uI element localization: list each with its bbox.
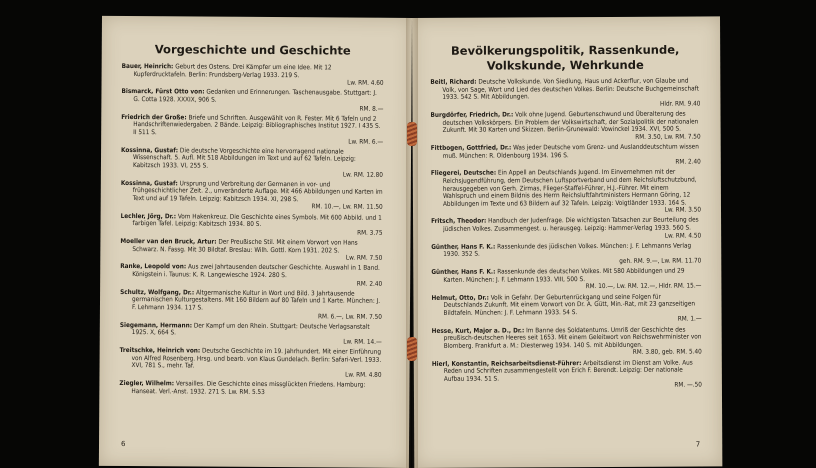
entry-text: Rassenkunde des jüdischen Volkes. München: J. F. Lehmanns Verlag 1930. 352 S. [443,241,692,259]
bibliography-entry [431,293,701,325]
entry-price: RM. 2.40 [356,279,383,288]
binding-stitch-top [407,122,417,146]
bibliography-entry [120,322,382,347]
bibliography-entry [120,289,382,321]
right-page [412,16,722,468]
entry-author: Kossinna, Gustaf: [120,178,178,188]
entry-author: Beitl, Richard: [430,77,477,86]
entry-text: Ursprung und Verbreitung der Germanen in vor- und frühgeschichtlicher Zeit. 2., unveränderte Auflage. Mit 466 Abbildungen und Karten im Text und auf 19 Tafeln. Leipzig: Kabitzsch 1934. XI, 298 S. [132,179,383,204]
entry-price: RM. 3.75 [357,228,383,237]
entry-price: Lw. RM. 7.50 [345,253,383,263]
entry-author: Bismarck, Fürst Otto von: [121,87,205,96]
entry-text: Im Banne des Soldatentums. Umriß der Geschichte des preußisch-deutschen Heeres seit 1653. Mit einem Geleitwort von Reichswehrminister von Blomberg. Frankfurt a. M.: Diesterweg 1934. 140 S. mit Abbildungen. [443,325,702,350]
bibliography-entry [432,326,702,358]
bibliography-entry [119,380,381,397]
entry-author: Moeller van den Bruck, Artur: [120,237,217,246]
entry-price: Hldr. RM. 9.40 [660,99,701,108]
entry-author: Ziegler, Wilhelm: [119,379,175,388]
entry-author: Fliegerei, Deutsche: [430,168,497,178]
right-page-heading [430,42,700,73]
bibliography-entry [430,77,700,109]
entry-author: Treitschke, Heinrich von: [119,346,201,355]
entry-price: RM. 2.40 [675,157,701,166]
entry-text: Geburt des Ostens. Drei Kämpfer um eine Idee. Mit 12 Kupferdrucktafeln. Berlin: Frundsberg-Verlag 1933. 219 S. [133,62,332,79]
bibliography-entry [431,143,701,167]
left-page-number: 6 [120,439,126,449]
bibliography-entry [121,147,383,179]
right-page-number: 7 [695,440,701,449]
entry-price: RM. 6.—, Lw. RM. 7.50 [318,311,382,321]
bibliography-entry [120,263,382,288]
entry-author: Bauer, Heinrich: [121,61,174,71]
bibliography-entry [120,213,382,238]
right-heading-line1: Bevölkerungspolitik, Rassenkunde, [450,42,680,58]
entry-price: Lw. RM. 6.— [348,137,384,146]
entry-text: Altgermanische Kultur in Wort und Bild. 3 Jahrtausende germanischen Kulturgestaltens. Mit 160 Bildern auf 80 Tafeln und 1 Karte. München: J. F. Lehmann 1934. 117 S. [131,288,381,312]
bibliography-entry [121,180,383,212]
entry-price: Lw. RM. 4.50 [664,231,702,240]
bibliography-entry [431,242,701,266]
left-page-heading: Vorgeschichte und Geschichte [154,42,351,58]
bibliography-entry [431,169,701,216]
bibliography-entry [430,110,700,142]
entry-text: Ein Appell an Deutschlands Jugend. Im Einvernehmen mit der Reichsjugendführung, dem Deutschen Luftsportverband und dem Reichsluftschutzbund, herausgegeben von Gerh. Zirmas, Flieger-Staffel-Führer, H.J.-Führer. Mit einem Wahlspruch und einem Bildnis des Herrn Reichsluftfahrtministers Hermann Göring, 12 Abbildungen im Texte und 63 Bildern auf 32 Tafeln. Leipzig: Voigtländer 1933. 164 S. [442,167,697,208]
entry-text: Handbuch der Judenfrage. Die wichtigsten Tatsachen zur Beurteilung des jüdischen Volkes. Zusammengest. u. herausgeg. Leipzig: Hammer-Verlag 1933. 560 S. [443,215,699,233]
entry-price: RM. 3.80, geb. RM. 5.40 [632,347,702,357]
entry-author: Lechler, Jörg, Dr.: [120,211,177,221]
entry-author: Schultz, Wolfgang, Dr.: [120,287,195,297]
entry-price: Lw. RM. 12.80 [342,170,383,179]
entry-author: Hesse, Kurt, Major a. D., Dr.: [431,325,525,335]
entry-author: Helmut, Otto, Dr.: [431,293,489,302]
bibliography-entry [432,359,702,391]
entry-text: Deutsche Geschichte im 19. Jahrhundert. Mit einer Einführung von Alfred Rosenberg. Hrsg. und bearb. von Klaus Gundelach. Berlin: Safari-Verl. 1933. XVI, 781 S., mehr. Taf. [131,346,382,370]
right-entry-list [430,77,702,390]
entry-author: Kossinna, Gustaf: [121,145,179,155]
entry-text: Aus zwei Jahrtausenden deutscher Geschichte. Auswahl in 1 Band. Königstein i. Taunus: K. R. Langewiesche 1924. 280 S. [132,262,380,280]
left-entry-list [119,63,383,397]
entry-price: RM. 3.50, Lw. RM. 7.50 [635,132,701,141]
bibliography-entry [119,347,381,379]
entry-text: Versailles. Die Geschichte eines missglückten Friedens. Hamburg: Hanseat. Verl.-Anst. 1932. 271 S. Lw. RM. 5.53 [131,379,366,396]
entry-text: Rassenkunde des deutschen Volkes. Mit 580 Abbildungen und 29 Karten. München: J. F. Lehmann 1933. VIII, 500 S. [443,266,685,284]
entry-author: Hierl, Konstantin, Reichsarbeitsdienst-Führer: [431,358,582,368]
entry-text: Was jeder Deutsche vom Grenz- und Auslanddeutschtum wissen muß. München: R. Oldenbourg 1934. 196 S. [442,142,699,160]
binding-stitch-bottom [407,337,417,361]
entry-text: Der Kampf um den Rhein. Stuttgart: Deutsche Verlagsanstalt 1925. X, 664 S. [131,321,370,337]
bibliography-entry [122,63,384,88]
entry-text: Die deutsche Vorgeschichte eine hervorragend nationale Wissenschaft. 5. Aufl. Mit 518 Abbildungen im Text und auf 62 Tafeln. Leipzig: Kabitzsch 1933. VI, 255 S. [132,146,356,170]
left-column [119,42,383,400]
entry-price: Lw. RM. 4.80 [345,370,382,379]
right-heading-line2: Volkskunde, Wehrkunde [486,57,644,73]
entry-price: Lw. RM. 3.50 [664,205,702,214]
bibliography-entry [431,217,701,241]
entry-price: geh. RM. 9.—, Lw. RM. 11.70 [619,256,702,265]
entry-author: Fittbogen, Gottfried, Dr.: [430,143,512,152]
left-page [99,16,412,468]
book-gutter [406,18,418,468]
entry-price: Lw. RM. 4.60 [347,78,384,87]
entry-price: RM. 8.— [359,104,384,113]
entry-author: Günther, Hans F. K.: [431,267,496,277]
entry-text: Gedanken und Erinnerungen. Taschenausgabe. Stuttgart: J. G. Cotta 1928. XXXIX, 906 S. [133,87,377,104]
entry-text: Briefe und Schriften. Ausgewählt von R. Fester. Mit 6 Tafeln und 2 Handschriftenwiedergaben. 2 Bände. Leipzig: Bibliographisches Institut 1927. I 435 S. II 511 S. [133,113,381,137]
bibliography-entry [121,114,383,146]
entry-price: RM. 10.—, Lw. RM. 12.—, Hldr. RM. 15.— [585,281,702,291]
entry-price: RM. 1.— [677,314,702,323]
right-column [430,42,702,393]
entry-text: Arbeitsdienst im Dienst am Volke. Aus Reden und Schriften zusammengestellt von Erich F. Berendt. Leipzig: Der nationale Aufbau 1934. 51 S. [443,358,693,383]
entry-author: Friedrich der Große: [121,112,187,122]
entry-price: RM. —.50 [674,380,702,389]
entry-price: Lw. RM. 14.— [343,337,382,346]
entry-author: Burgdörfer, Friedrich, Dr.: [430,110,514,119]
bibliography-entry [121,88,383,113]
entry-text: Der Preußische Stil. Mit einem Vorwort von Hans Schwarz. N. Fassg. Mit 30 Bildtaf. Breslau: Wilh. Gottl. Korn 1931. 202 S. [132,237,358,255]
entry-author: Ranke, Leopold von: [120,262,187,271]
bibliography-entry [431,268,701,292]
bibliography-entry [120,238,382,263]
entry-text: Volk ohne Jugend. Geburtenschwund und Überalterung des deutschen Volkskörpers. Ein Problem der Volkswirtschaft, der Sozialpolitik der nationalen Zukunft. Mit 30 Karten und Skizzen. Berlin-Grunewald: Vowinckel 1934. XVI, 500 S. [442,109,699,134]
entry-text: Volk in Gefahr. Der Geburtenrückgang und seine Folgen für Deutschlands Zukunft. Mit einem Vorwort von Dr. A. Gütt, Min.-Rat, mit 23 ganzseitigen Bildtafeln. München: J. F. Lehmann 1933. 54 S. [443,292,696,317]
entry-text: Vom Hakenkreuz. Die Geschichte eines Symbols. Mit 600 Abbild. und 1 farbigen Tafel. Leipzig: Kabitzsch 1934. 80 S. [132,212,382,229]
entry-author: Günther, Hans F. K.: [431,242,496,251]
entry-author: Siegemann, Hermann: [119,320,193,330]
entry-price: RM. 10.—, Lw. RM. 11.50 [311,202,383,212]
entry-author: Fritsch, Theodor: [431,217,487,226]
entry-text: Deutsche Volkskunde. Von Siedlung, Haus und Ackerflur, von Glaube und Volk, von Sage, Wort und Lied des deutschen Volkes. Berlin: Deutsche Buchgemeinschaft 1933. 542 S. Mit Abbildungen. [442,76,699,102]
